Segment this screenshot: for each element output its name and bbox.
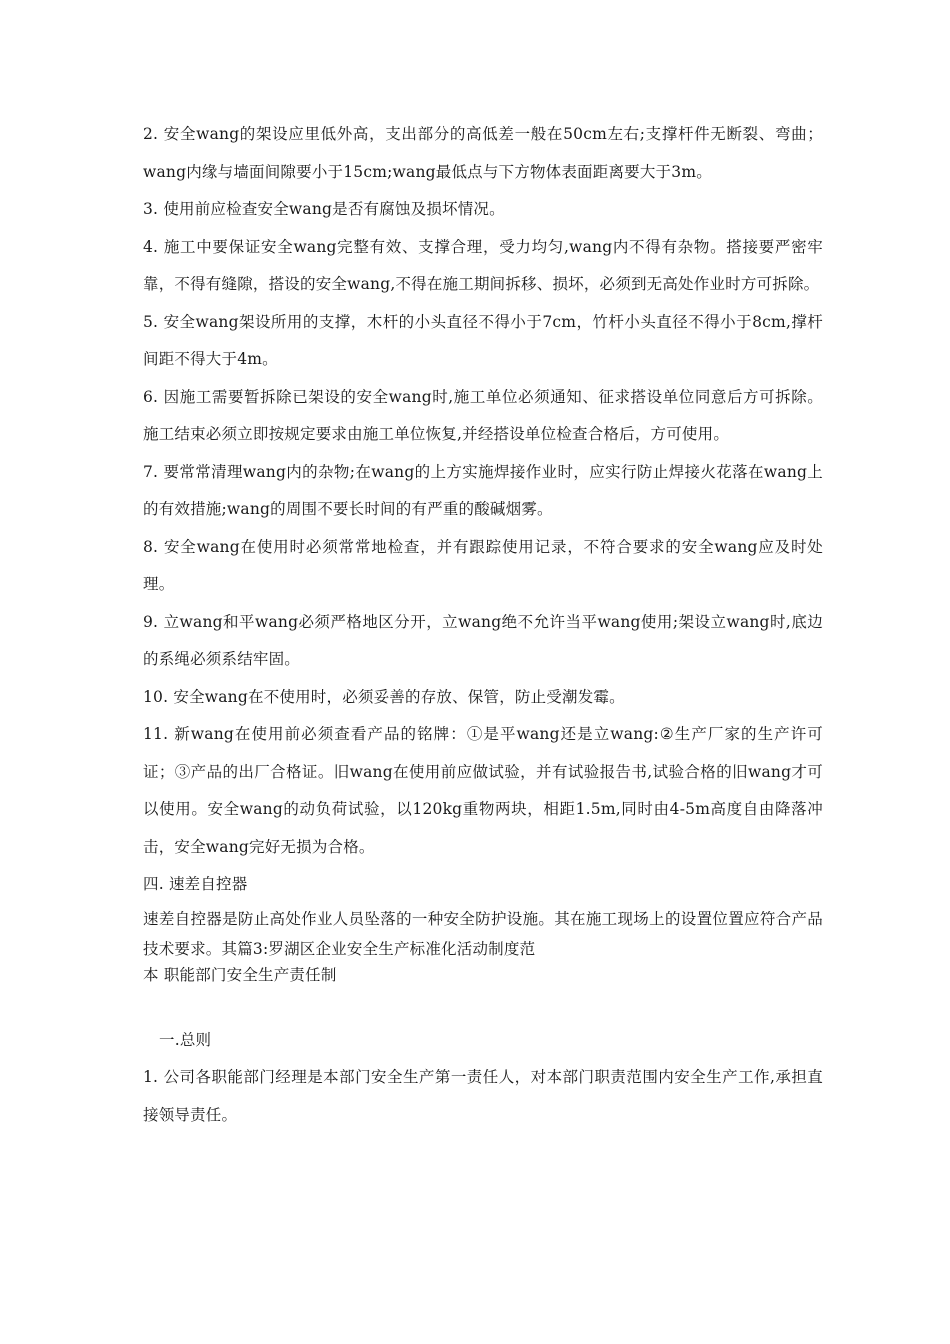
paragraph-item-7: 7. 要常常清理wang内的杂物;在wang的上方实施焊接作业时，应实行防止焊接火花落在wang上的有效措施;wang的周围不要长时间的有严重的酸碱烟雾。: [143, 462, 823, 518]
speed-control-paragraph: 速差自控器是防止高处作业人员坠落的一种安全防护设施。其在施工现场上的设置位置应符合产品技术要求。其篇3:罗湖区企业安全生产标准化活动制度范: [143, 909, 823, 958]
document-body: [143, 116, 823, 1134]
general-item-1: 1. 公司各职能部门经理是本部门安全生产第一责任人，对本部门职责范围内安全生产工作,承担直接领导责任。: [143, 1068, 823, 1124]
section-title-responsibility: 本 职能部门安全生产责任制: [143, 965, 337, 984]
paragraph-item-5: 5. 安全wang架设所用的支撑，木杆的小头直径不得小于7cm，竹杆小头直径不得小于8cm,撑杆间距不得大于4m。: [143, 312, 823, 368]
general-heading: 一.总则: [159, 1030, 212, 1049]
paragraph-item-6: 6. 因施工需要暂拆除已架设的安全wang时,施工单位必须通知、征求搭设单位同意后方可拆除。施工结束必须立即按规定要求由施工单位恢复,并经搭设单位检查合格后，方可使用。: [143, 387, 823, 443]
paragraph-item-9: 9. 立wang和平wang必须严格地区分开，立wang绝不允许当平wang使用;架设立wang时,底边的系绳必须系结牢固。: [143, 612, 823, 668]
paragraph-item-4: 4. 施工中要保证安全wang完整有效、支撑合理，受力均匀,wang内不得有杂物。搭接要严密牢靠，不得有缝隙，搭设的安全wang,不得在施工期间拆移、损坏，必须到无高处作业时方可拆除。: [143, 237, 823, 293]
paragraph-item-2: 2. 安全wang的架设应里低外高，支出部分的高低差一般在50cm左右;支撑杆件无断裂、弯曲；wang内缘与墙面间隙要小于15cm;wang最低点与下方物体表面距离要大于3m。: [143, 125, 823, 181]
paragraph-item-11: 11. 新wang在使用前必须查看产品的铭牌：①是平wang还是立wang:②生产厂家的生产许可证；③产品的出厂合格证。旧wang在使用前应做试验，并有试验报告书,试验合格的旧wang才可以使用。安全wang的动负荷试验，以120kg重物两块，相距1.5m,同时由4-5m高度自由降落冲击，安全wang完好无损为合格。: [143, 725, 823, 856]
paragraph-item-10: 10. 安全wang在不使用时，必须妥善的存放、保管，防止受潮发霉。: [143, 687, 625, 706]
paragraph-item-3: 3. 使用前应检查安全wang是否有腐蚀及损坏情况。: [143, 200, 505, 218]
paragraph-item-8: 8. 安全wang在使用时必须常常地检查，并有跟踪使用记录，不符合要求的安全wang应及时处理。: [143, 537, 823, 593]
section-heading-speed-control: 四. 速差自控器: [143, 875, 248, 893]
